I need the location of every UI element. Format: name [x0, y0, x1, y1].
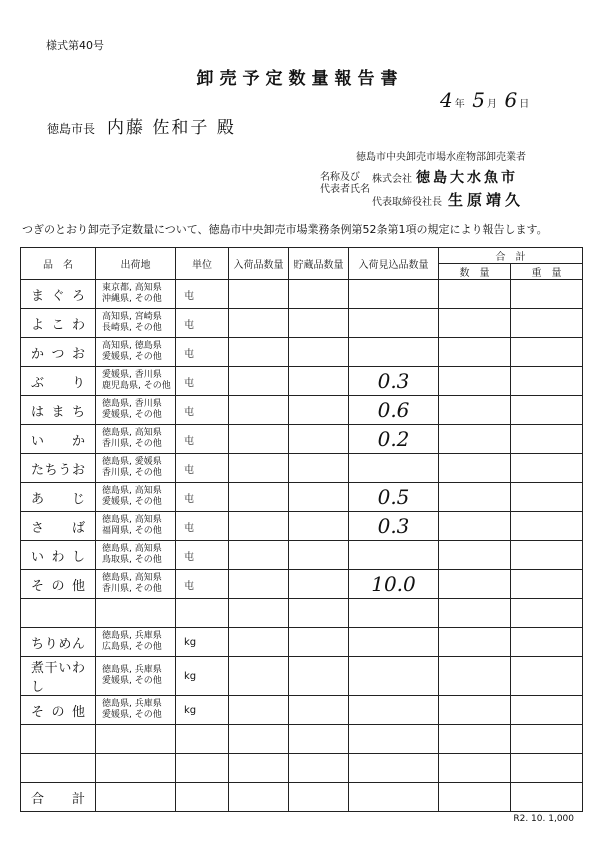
document-title: 卸売予定数量報告書: [196, 69, 404, 89]
row-origin-line1: 徳島県, 兵庫県: [102, 699, 162, 709]
row-arrived: [229, 696, 289, 725]
row-total-count: [439, 725, 511, 754]
row-origin-line2: 鳥取県, その他: [102, 555, 162, 565]
row-arrived: [229, 783, 289, 812]
row-total-weight: [511, 754, 583, 783]
row-origin-line2: 愛媛県, その他: [102, 710, 162, 720]
row-origin-line1: 徳島県, 高知県: [102, 515, 162, 525]
row-arrived: [229, 483, 289, 512]
row-stored: [289, 483, 349, 512]
row-item: いわし: [21, 541, 96, 570]
row-item: かつお: [21, 338, 96, 367]
row-arrived: [229, 367, 289, 396]
form-number: 様式第40号: [46, 39, 104, 52]
addressee: [47, 113, 236, 138]
row-origin-line1: 愛媛県, 香川県: [102, 370, 162, 380]
row-stored: [289, 541, 349, 570]
row-origin-line1: 徳島県, 高知県: [102, 544, 162, 554]
row-origin: [96, 483, 176, 512]
table-row: [21, 783, 583, 812]
row-origin-line2: 香川県, その他: [102, 468, 162, 478]
row-origin-line2: 長崎県, その他: [102, 323, 162, 333]
row-item: はまち: [21, 396, 96, 425]
row-origin: [96, 783, 176, 812]
table-row: [21, 425, 583, 454]
row-unit: 屯: [176, 454, 229, 483]
row-origin-line1: 徳島県, 愛媛県: [102, 457, 162, 467]
row-expected: [349, 783, 439, 812]
date-year: 4: [440, 88, 453, 112]
row-origin-line2: 愛媛県, その他: [102, 676, 162, 686]
quantity-table: [20, 247, 583, 812]
row-origin: [96, 570, 176, 599]
table-row: [21, 280, 583, 309]
row-unit: 屯: [176, 570, 229, 599]
date-year-label: 年: [454, 99, 465, 110]
row-expected: 0.3: [349, 367, 439, 396]
row-total-weight: [511, 628, 583, 657]
row-total-weight: [511, 512, 583, 541]
row-unit: [176, 725, 229, 754]
row-arrived: [229, 338, 289, 367]
company-name: 徳島大水魚市: [416, 170, 518, 186]
addressee-name: 内藤 佐和子 殿: [107, 118, 236, 138]
row-total-weight: [511, 783, 583, 812]
row-unit: 屯: [176, 541, 229, 570]
row-origin-line2: 鹿児島県, その他: [102, 381, 171, 391]
table-row: [21, 599, 583, 628]
table-row: [21, 754, 583, 783]
row-origin-line1: 徳島県, 高知県: [102, 486, 162, 496]
row-origin: [96, 628, 176, 657]
row-expected: [349, 338, 439, 367]
row-origin-line2: 香川県, その他: [102, 439, 162, 449]
row-total-weight: [511, 367, 583, 396]
rep-title: 代表取締役社長: [372, 197, 442, 208]
row-item: [21, 725, 96, 754]
row-total-weight: [511, 541, 583, 570]
row-total-weight: [511, 454, 583, 483]
row-stored: [289, 754, 349, 783]
row-total-weight: [511, 338, 583, 367]
row-item: [21, 599, 96, 628]
row-item: よこわ: [21, 309, 96, 338]
row-unit: kg: [176, 696, 229, 725]
row-origin: [96, 280, 176, 309]
row-total-weight: [511, 309, 583, 338]
row-arrived: [229, 512, 289, 541]
row-item: [21, 754, 96, 783]
row-total-count: [439, 425, 511, 454]
row-stored: [289, 628, 349, 657]
row-item: 煮干いわし: [21, 657, 96, 696]
row-origin-line2: 愛媛県, その他: [102, 410, 162, 420]
name-label: [320, 172, 370, 196]
row-total-count: [439, 754, 511, 783]
row-arrived: [229, 628, 289, 657]
row-unit: 屯: [176, 338, 229, 367]
row-total-weight: [511, 599, 583, 628]
row-stored: [289, 570, 349, 599]
report-date: [440, 88, 533, 112]
row-expected: 10.0: [349, 570, 439, 599]
row-arrived: [229, 541, 289, 570]
table-row: [21, 541, 583, 570]
row-expected: [349, 754, 439, 783]
row-item: たちうお: [21, 454, 96, 483]
date-day-label: 日: [519, 99, 530, 110]
header-item: 品 名: [21, 248, 96, 280]
table-row: [21, 725, 583, 754]
row-origin: [96, 754, 176, 783]
row-total-weight: [511, 570, 583, 599]
row-origin: [96, 541, 176, 570]
row-origin-line1: 徳島県, 香川県: [102, 399, 162, 409]
header-count: 数 量: [439, 264, 511, 280]
row-item: その他: [21, 696, 96, 725]
row-arrived: [229, 309, 289, 338]
row-arrived: [229, 725, 289, 754]
row-expected: 0.6: [349, 396, 439, 425]
row-expected: [349, 725, 439, 754]
row-unit: 屯: [176, 425, 229, 454]
name-label-line1: 名称及び: [320, 172, 360, 183]
row-unit: 屯: [176, 367, 229, 396]
row-origin: [96, 425, 176, 454]
row-stored: [289, 425, 349, 454]
row-unit: 屯: [176, 512, 229, 541]
table-row: [21, 396, 583, 425]
row-origin-line1: 高知県, 宮崎県: [102, 312, 162, 322]
row-stored: [289, 454, 349, 483]
row-origin: [96, 696, 176, 725]
row-total-weight: [511, 725, 583, 754]
row-item: 合計: [21, 783, 96, 812]
row-expected: 0.3: [349, 512, 439, 541]
row-total-count: [439, 512, 511, 541]
date-month-label: 月: [486, 99, 497, 110]
table-row: [21, 657, 583, 696]
row-total-count: [439, 541, 511, 570]
row-origin-line2: 広島県, その他: [102, 642, 162, 652]
row-origin: [96, 454, 176, 483]
row-stored: [289, 657, 349, 696]
row-total-count: [439, 657, 511, 696]
row-item: まぐろ: [21, 280, 96, 309]
table-row: [21, 628, 583, 657]
row-total-count: [439, 783, 511, 812]
row-expected: [349, 696, 439, 725]
row-arrived: [229, 599, 289, 628]
row-arrived: [229, 754, 289, 783]
row-stored: [289, 367, 349, 396]
row-item: いか: [21, 425, 96, 454]
row-origin-line1: 徳島県, 兵庫県: [102, 631, 162, 641]
row-total-count: [439, 338, 511, 367]
row-origin-line1: 徳島県, 高知県: [102, 428, 162, 438]
table-row: [21, 367, 583, 396]
row-origin-line1: 徳島県, 兵庫県: [102, 665, 162, 675]
table-row: [21, 570, 583, 599]
row-total-count: [439, 628, 511, 657]
row-origin: [96, 512, 176, 541]
header-weight: 重 量: [511, 264, 583, 280]
table-row: [21, 512, 583, 541]
header-unit: 単位: [176, 248, 229, 280]
row-origin-line1: 高知県, 徳島県: [102, 341, 162, 351]
row-unit: 屯: [176, 396, 229, 425]
row-expected: [349, 599, 439, 628]
row-expected: [349, 541, 439, 570]
table-row: [21, 454, 583, 483]
row-origin-line2: 沖縄県, その他: [102, 294, 162, 304]
row-total-weight: [511, 657, 583, 696]
row-origin-line2: 愛媛県, その他: [102, 352, 162, 362]
row-total-weight: [511, 483, 583, 512]
company-prefix: 株式会社: [372, 174, 412, 185]
header-stored: 貯蔵品数量: [289, 248, 349, 280]
row-unit: 屯: [176, 309, 229, 338]
row-unit: 屯: [176, 483, 229, 512]
date-day: 6: [504, 88, 518, 112]
row-unit: [176, 783, 229, 812]
header-expected: 入荷見込品数量: [349, 248, 439, 280]
company: [372, 167, 518, 187]
row-origin: [96, 338, 176, 367]
header-origin: 出荷地: [96, 248, 176, 280]
table-row: [21, 309, 583, 338]
row-total-count: [439, 599, 511, 628]
row-arrived: [229, 396, 289, 425]
row-stored: [289, 309, 349, 338]
row-stored: [289, 396, 349, 425]
row-stored: [289, 280, 349, 309]
header-arrived: 入荷品数量: [229, 248, 289, 280]
row-expected: [349, 628, 439, 657]
row-stored: [289, 512, 349, 541]
market-name: 徳島市中央卸売市場水産物部卸売業者: [356, 152, 526, 163]
row-expected: [349, 657, 439, 696]
row-arrived: [229, 280, 289, 309]
row-arrived: [229, 454, 289, 483]
row-unit: 屯: [176, 280, 229, 309]
row-item: あじ: [21, 483, 96, 512]
representative: [372, 189, 524, 210]
header-total: 合 計: [439, 248, 583, 264]
row-unit: kg: [176, 657, 229, 696]
row-unit: [176, 599, 229, 628]
row-total-weight: [511, 425, 583, 454]
row-origin-line1: 徳島県, 高知県: [102, 573, 162, 583]
row-item: ちりめん: [21, 628, 96, 657]
table-header-row: [21, 248, 583, 264]
row-expected: [349, 309, 439, 338]
row-origin-line2: 福岡県, その他: [102, 526, 162, 536]
row-origin: [96, 367, 176, 396]
addressee-title: 徳島市長: [47, 122, 96, 136]
row-item: さば: [21, 512, 96, 541]
row-total-count: [439, 696, 511, 725]
row-unit: kg: [176, 628, 229, 657]
row-origin-line2: 愛媛県, その他: [102, 497, 162, 507]
row-unit: [176, 754, 229, 783]
row-expected: 0.5: [349, 483, 439, 512]
row-origin-line2: 香川県, その他: [102, 584, 162, 594]
table-row: [21, 696, 583, 725]
row-origin: [96, 396, 176, 425]
row-stored: [289, 696, 349, 725]
date-month: 5: [472, 88, 485, 112]
row-origin-line1: 東京都, 高知県: [102, 283, 162, 293]
row-expected: [349, 454, 439, 483]
row-item: ぶり: [21, 367, 96, 396]
row-total-count: [439, 483, 511, 512]
row-origin: [96, 309, 176, 338]
row-total-count: [439, 454, 511, 483]
intro-text: つぎのとおり卸売予定数量について、徳島市中央卸売市場業務条例第52条第1項の規定により報告します。: [22, 223, 548, 236]
row-total-count: [439, 367, 511, 396]
row-total-weight: [511, 396, 583, 425]
row-origin: [96, 725, 176, 754]
row-arrived: [229, 570, 289, 599]
row-arrived: [229, 425, 289, 454]
row-total-weight: [511, 280, 583, 309]
row-arrived: [229, 657, 289, 696]
table-row: [21, 338, 583, 367]
row-item: その他: [21, 570, 96, 599]
name-label-line2: 代表者氏名: [320, 184, 370, 195]
row-expected: [349, 280, 439, 309]
footer-code: R2. 10. 1,000: [513, 814, 574, 824]
rep-name: 生原靖久: [448, 191, 525, 209]
row-total-count: [439, 280, 511, 309]
table-row: [21, 483, 583, 512]
row-total-count: [439, 309, 511, 338]
row-stored: [289, 783, 349, 812]
row-stored: [289, 338, 349, 367]
row-stored: [289, 599, 349, 628]
row-total-count: [439, 396, 511, 425]
row-origin: [96, 599, 176, 628]
row-total-count: [439, 570, 511, 599]
row-total-weight: [511, 696, 583, 725]
row-origin: [96, 657, 176, 696]
row-expected: 0.2: [349, 425, 439, 454]
row-stored: [289, 725, 349, 754]
